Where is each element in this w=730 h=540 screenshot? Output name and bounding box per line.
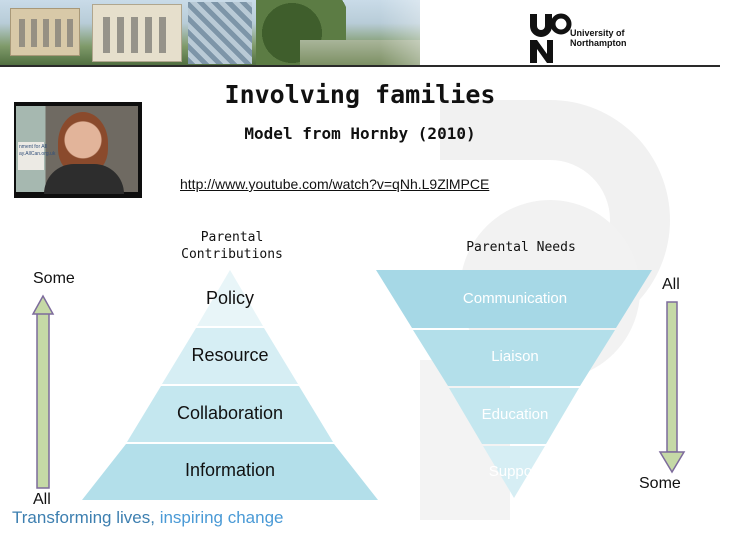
heading-line-1: Parental — [200, 230, 264, 245]
level-label-resource: Resource — [191, 345, 269, 365]
logo-line-2: Northampton — [570, 38, 627, 48]
youtube-link[interactable]: http://www.youtube.com/watch?v=qNh.L9ZlMPCE — [180, 176, 490, 192]
slide-subtitle: Model from Hornby (2010) — [244, 124, 476, 143]
level-label-collaboration: Collaboration — [176, 403, 284, 423]
level-label-information: Information — [184, 460, 276, 480]
parental-needs-heading: Parental Needs — [466, 240, 576, 255]
tagline-part-2: inspiring change — [154, 508, 284, 527]
tagline-part-1: Transforming lives, — [12, 508, 155, 527]
heading-line-2: Contributions — [181, 247, 283, 262]
need-label-communication: Communication — [462, 290, 568, 307]
video-sign-line-2: ay.AllCan.org.uk — [19, 151, 56, 157]
need-label-liaison: Liaison — [491, 348, 539, 365]
logo-line-1: University of — [570, 28, 625, 38]
right-bottom-label: Some — [639, 475, 681, 492]
right-top-label: All — [662, 276, 680, 293]
left-bottom-label: All — [33, 491, 51, 508]
right-arrow — [660, 302, 684, 472]
level-label-policy: Policy — [205, 288, 254, 308]
need-label-support: Support — [488, 463, 542, 480]
left-top-label: Some — [33, 270, 75, 287]
video-sign-line-1: nment for All — [19, 144, 47, 150]
need-label-education: Education — [481, 406, 549, 423]
footer-tagline — [12, 508, 284, 528]
left-arrow — [33, 296, 53, 488]
slide-title: Involving families — [224, 80, 496, 109]
